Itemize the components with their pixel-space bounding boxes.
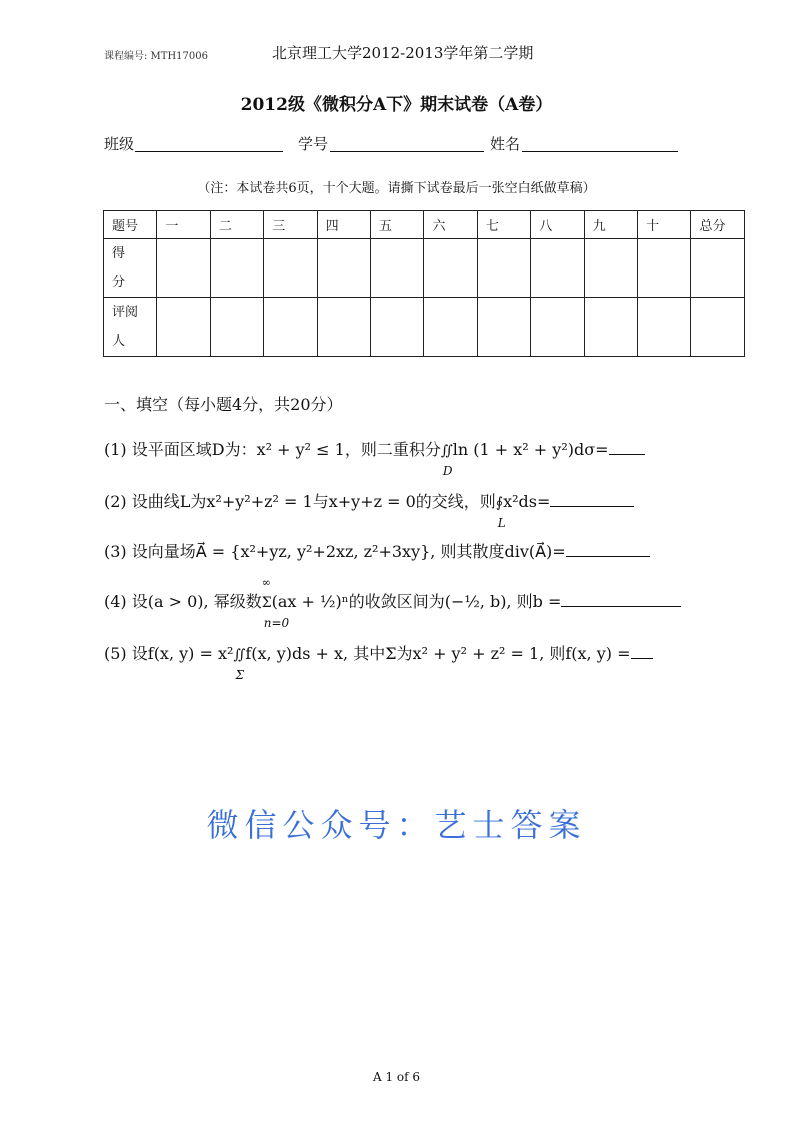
- score-cell[interactable]: [638, 298, 691, 357]
- row-label: 评阅 人: [104, 298, 157, 357]
- q2-text-end: x²ds=: [503, 492, 551, 511]
- class-field[interactable]: [135, 151, 283, 152]
- question-5: [104, 644, 653, 682]
- score-cell[interactable]: [477, 239, 530, 298]
- score-cell[interactable]: [531, 298, 584, 357]
- q4-number: (4): [104, 592, 127, 611]
- q5-text: 设f(x, y) = x²: [131, 644, 234, 663]
- score-cell[interactable]: [691, 239, 745, 298]
- score-cell[interactable]: [531, 239, 584, 298]
- q4-sum-lower: n=0: [263, 616, 290, 630]
- q4-answer-blank[interactable]: [561, 605, 681, 607]
- table-header-cell: 十: [638, 211, 691, 239]
- table-header-cell: 四: [317, 211, 370, 239]
- student-id-field[interactable]: [330, 151, 484, 152]
- class-label: 班级: [104, 135, 135, 153]
- table-header-cell: 八: [531, 211, 584, 239]
- page-footer: A 1 of 6: [372, 1070, 421, 1084]
- name-label: 姓名: [490, 135, 521, 153]
- q3-text: 设向量场A⃗ = {x²+yz, y²+2xz, z²+3xy}, 则其散度div(A⃗)=: [131, 542, 566, 561]
- name-field[interactable]: [522, 151, 678, 152]
- section-title: 一、填空（每小题4分，共20分）: [104, 395, 343, 414]
- q5-integral-surface: Σ: [235, 668, 244, 682]
- table-header-cell: 一: [157, 211, 210, 239]
- q1-text: 设平面区域D为：x² + y² ≤ 1，则二重积分: [131, 440, 441, 459]
- double-integral-symbol: ∬ D: [440, 443, 453, 478]
- score-cell[interactable]: [638, 239, 691, 298]
- score-cell[interactable]: [210, 298, 263, 357]
- score-table: [103, 210, 745, 357]
- school-term: 北京理工大学2012-2013学年第二学期: [272, 44, 534, 62]
- score-cell[interactable]: [477, 298, 530, 357]
- q2-text: 设曲线L为x²+y²+z² = 1与x+y+z = 0的交线，则: [131, 492, 496, 511]
- question-4: [104, 576, 681, 630]
- score-cell[interactable]: [157, 239, 210, 298]
- exam-note: （注：本试卷共6页，十个大题。请撕下试卷最后一张空白纸做草稿）: [197, 181, 596, 196]
- question-3: [104, 542, 650, 562]
- table-header-cell: 二: [210, 211, 263, 239]
- q2-answer-blank[interactable]: [550, 505, 634, 507]
- q4-sum-upper: ∞: [261, 576, 271, 589]
- score-cell[interactable]: [264, 239, 317, 298]
- question-2: [104, 492, 634, 530]
- score-cell[interactable]: [157, 298, 210, 357]
- q5-text-end: f(x, y)ds + x, 其中Σ为x² + y² + z² = 1, 则f(x, y) =: [245, 644, 631, 663]
- q1-text-end: ln (1 + x² + y²)dσ=: [452, 440, 609, 459]
- q2-number: (2): [104, 492, 127, 511]
- row-label: 得 分: [104, 239, 157, 298]
- score-cell[interactable]: [317, 239, 370, 298]
- q4-text-end: (ax + ½)ⁿ的收敛区间为(−½, b), 则b =: [271, 592, 562, 611]
- score-cell[interactable]: [264, 298, 317, 357]
- table-header-cell: 七: [477, 211, 530, 239]
- q1-integral-domain: D: [442, 464, 453, 478]
- surface-integral-symbol: ∬ Σ: [233, 647, 246, 682]
- score-cell[interactable]: [424, 298, 477, 357]
- score-cell[interactable]: [371, 239, 424, 298]
- q1-answer-blank[interactable]: [609, 453, 645, 455]
- summation-symbol: ∞ Σ n=0: [261, 576, 290, 630]
- exam-title: 2012级《微积分A下》期末试卷（A卷）: [240, 95, 553, 115]
- q5-number: (5): [104, 644, 127, 663]
- line-integral-symbol: ∮ L: [495, 495, 506, 530]
- watermark: 微信公众号：艺士答案: [206, 806, 587, 844]
- score-cell[interactable]: [584, 239, 637, 298]
- table-header-cell: 三: [264, 211, 317, 239]
- q5-answer-blank[interactable]: [631, 657, 653, 659]
- q4-text: 设(a > 0), 幂级数: [131, 592, 262, 611]
- score-cell[interactable]: [691, 298, 745, 357]
- score-cell[interactable]: [210, 239, 263, 298]
- course-code: 课程编号: MTH17006: [104, 51, 208, 62]
- table-header-cell: 总分: [691, 211, 745, 239]
- table-header-cell: 题号: [104, 211, 157, 239]
- q3-number: (3): [104, 542, 127, 561]
- table-header-cell: 六: [424, 211, 477, 239]
- q3-answer-blank[interactable]: [566, 555, 650, 557]
- score-cell[interactable]: [424, 239, 477, 298]
- table-header-cell: 九: [584, 211, 637, 239]
- score-cell[interactable]: [584, 298, 637, 357]
- student-id-label: 学号: [298, 135, 329, 153]
- q1-number: (1): [104, 440, 127, 459]
- table-header-cell: 五: [371, 211, 424, 239]
- question-1: [104, 440, 645, 478]
- score-cell[interactable]: [317, 298, 370, 357]
- q2-integral-curve: L: [497, 516, 506, 530]
- score-cell[interactable]: [371, 298, 424, 357]
